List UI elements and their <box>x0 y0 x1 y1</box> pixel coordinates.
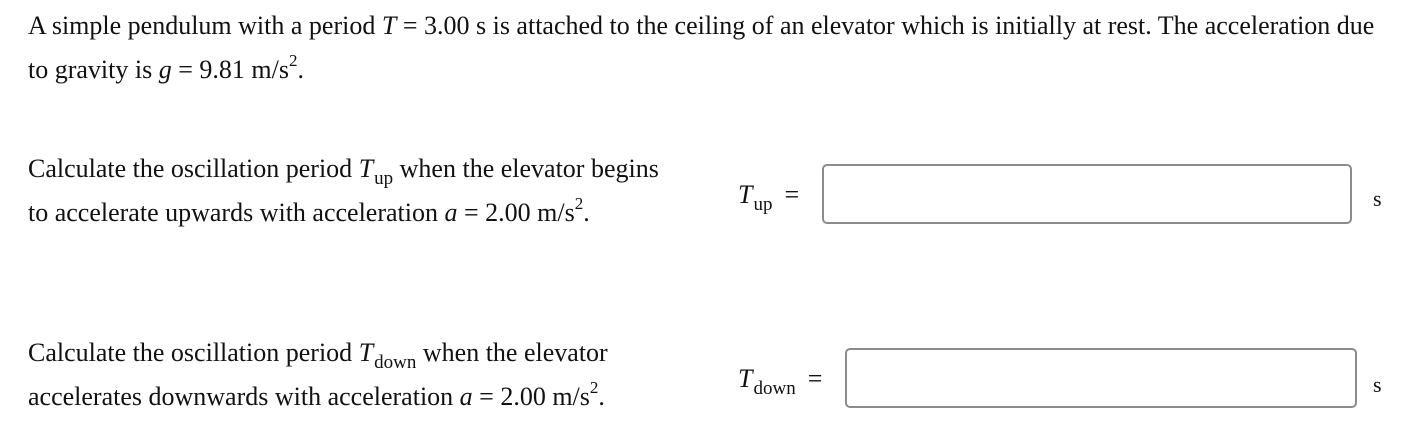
answer-up-subscript: up <box>753 194 773 215</box>
question-down-suffix: when the elevator accelerates downwards with acceleration <box>28 338 608 411</box>
gravity-symbol: g <box>158 55 172 84</box>
answer-down-subscript: down <box>753 378 796 399</box>
problem-statement <box>28 4 1398 92</box>
period-symbol: T <box>381 11 397 40</box>
answer-down-equals: = <box>807 364 823 393</box>
question-up-accel-symbol: a <box>444 198 458 227</box>
gravity-value: = 9.81 m/s <box>171 55 289 84</box>
question-down-subscript: down <box>374 352 417 373</box>
answer-down-symbol: T <box>738 364 753 393</box>
answer-up-label <box>738 180 800 215</box>
question-down-prefix: Calculate the oscillation period <box>28 338 359 367</box>
question-up-symbol: T <box>358 154 374 183</box>
answer-up-equals: = <box>784 180 800 209</box>
question-down-end: . <box>598 382 605 411</box>
answer-up-unit: s <box>1373 186 1382 211</box>
question-up-text <box>28 148 668 233</box>
question-down-text <box>28 332 728 417</box>
answer-down-input[interactable] <box>845 348 1357 408</box>
answer-up-symbol: T <box>738 180 753 209</box>
gravity-exponent: 2 <box>288 51 298 71</box>
question-up-prefix: Calculate the oscillation period <box>28 154 359 183</box>
intro-end: . <box>297 55 304 84</box>
answer-up-input[interactable] <box>822 164 1352 224</box>
question-down-symbol: T <box>358 338 374 367</box>
intro-text: A simple pendulum with a period <box>28 11 382 40</box>
answer-down-unit: s <box>1373 372 1382 397</box>
intro-text-period: = 3.00 s is attached to the ceiling of an elevator which is initially at rest. The acceleration due to gravity is <box>28 11 1375 84</box>
question-down-accel-value: = 2.00 m/s <box>472 382 590 411</box>
question-up-suffix: when the elevator begins to accelerate upwards with acceleration <box>28 154 659 227</box>
question-down-accel-exponent: 2 <box>589 378 599 398</box>
question-up-accel-exponent: 2 <box>574 194 584 214</box>
question-up-accel-value: = 2.00 m/s <box>457 198 575 227</box>
question-down-accel-symbol: a <box>459 382 473 411</box>
question-up-end: . <box>583 198 590 227</box>
question-up-subscript: up <box>374 168 394 189</box>
answer-down-label <box>738 364 823 399</box>
